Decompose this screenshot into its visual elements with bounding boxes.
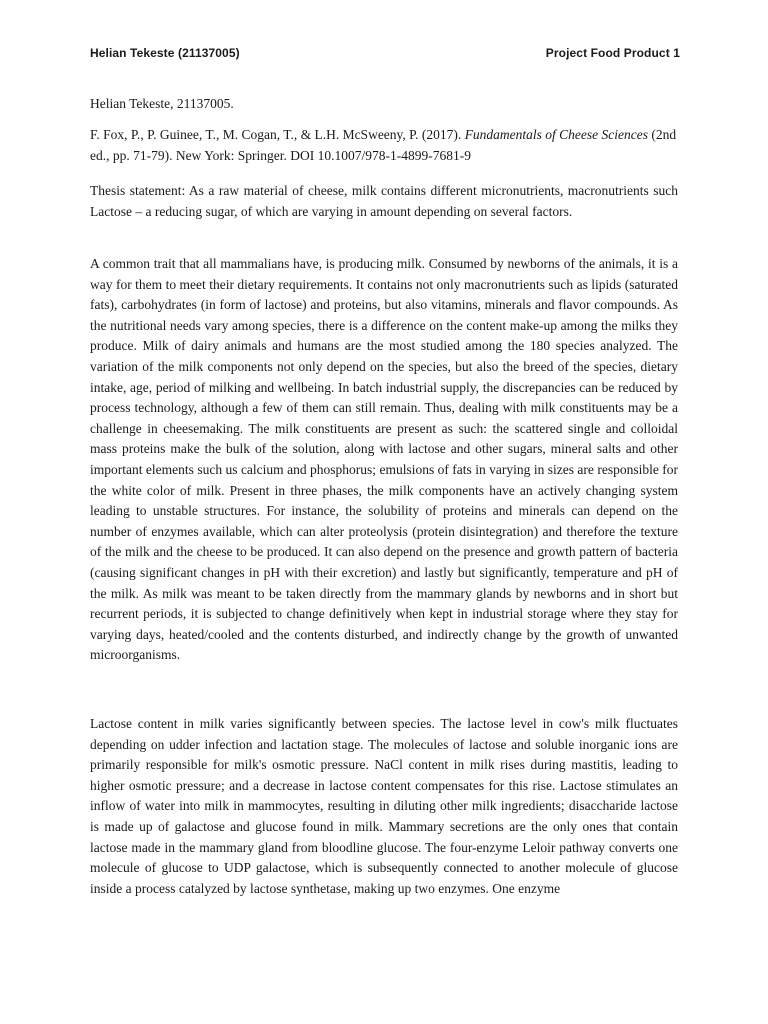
header-project-title: Project Food Product 1 [545, 46, 680, 60]
thesis-statement: Thesis statement: As a raw material of cheese, milk contains different micronutrients, macronutrients such Lactose – a reducing sugar, of which are varying in amount depending on several factors. [90, 183, 678, 219]
citation-details: (2nd ed., pp. 71-79). New York: Springer. DOI 10.1007/978-1-4899-7681-9 [90, 127, 677, 163]
author-line: Helian Tekeste, 21137005. [90, 96, 234, 111]
citation [90, 125, 678, 166]
page-header [90, 46, 680, 66]
paragraph-lactose-content: Lactose content in milk varies significantly between species. The lactose level in cow's milk fluctuates depending on udder infection and lactation stage. The molecules of lactose and soluble inorganic ions are primarily responsible for milk's osmotic pressure. NaCl content in milk rises during mastitis, leading to higher osmotic pressure; and a decrease in lactose content compensates for this rise. Lactose stimulates an inflow of water into milk in mammocytes, resulting in diluting other milk ingredients; disaccharide lactose is made up of galactose and glucose found in milk. Mammary secretions are the only ones that contain lactose made in the mammary gland from bloodline glucose. The four-enzyme Leloir pathway converts one molecule of glucose to UDP galactose, which is subsequently connected to another molecule of glucose inside a process catalyzed by lactose synthetase, making up two enzymes. One enzyme [90, 716, 678, 896]
citation-authors: F. Fox, P., P. Guinee, T., M. Cogan, T., & L.H. McSweeny, P. (2017). [90, 127, 465, 142]
paragraph-milk-composition: A common trait that all mammalians have, is producing milk. Consumed by newborns of the animals, it is a way for them to meet their dietary requirements. It contains not only macronutrients such as lipids (saturated fats), carbohydrates (in form of lactose) and proteins, but also vitamins, minerals and flavor compounds. As the nutritional needs vary among species, there is a difference on the content make-up among the milks they produce. Milk of dairy animals and humans are the most studied among the 180 species analyzed. The variation of the milk components not only depend on the species, but also the breed of the species, dietary intake, age, period of milking and wellbeing. In batch industrial supply, the discrepancies can be reduced by process technology, although a few of them can still remain. Thus, dealing with milk constituents may be a challenge in cheesemaking. The milk constituents are present as such: the scattered single and colloidal mass proteins make the bulk of the solution, along with lactose and other sugars, mineral salts and other important elements such us calcium and phosphorus; emulsions of fats in varying in sizes are responsible for the white color of milk. Present in three phases, the milk components have an actively changing system leading to unstable structures. For instance, the solubility of proteins and minerals can depend on the number of enzymes available, which can alter proteolysis (protein disintegration) and therefore the texture of the milk and the cheese to be produced. It can also depend on the presence and growth pattern of bacteria (causing significant changes in pH with their excretion) and lastly but significantly, temperature and pH of the milk. As milk was meant to be taken directly from the mammary glands by newborns and in short but recurrent periods, it is subjected to change definitively when kept in industrial storage where they stay for varying days, heated/cooled and the contents disturbed, and indirectly change by the growth of unwanted microorganisms. [90, 256, 678, 663]
citation-title: Fundamentals of Cheese Sciences [464, 127, 649, 142]
header-author: Helian Tekeste (21137005) [90, 46, 240, 60]
